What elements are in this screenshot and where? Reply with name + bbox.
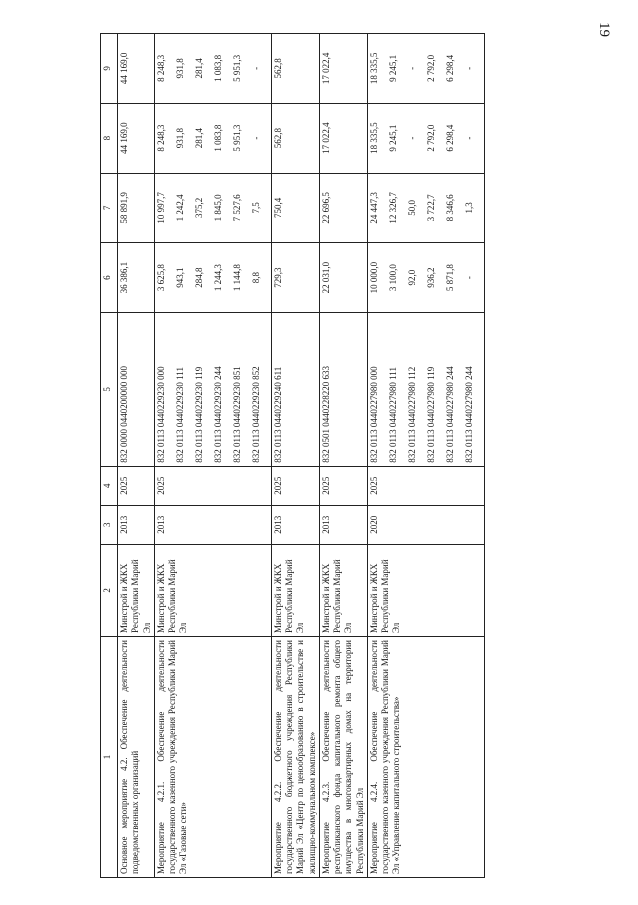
value-col7: 50,0 [406,200,417,216]
header-cell: 7 [101,173,118,243]
value-col9-cell [319,34,367,104]
value-col9: 9 245,1 [387,54,398,82]
measure-name-cell: Мероприятие 4.2.4. Обеспечение деятельности государственного казенного учреждения Республики Марий Эл «Управление капитального строительства» [367,637,484,878]
value-col6: 10 000,0 [368,261,379,294]
header-cell: 9 [101,34,118,104]
start-year-cell: 2013 [319,505,367,544]
value-col7: 1 845,0 [212,194,223,222]
value-col7: 1,3 [463,202,474,214]
value-col9: 562,8 [272,58,283,79]
budget-code: 832 0113 0440229230 852 [250,366,261,463]
executor-cell: Минстрой и ЖКХ Республики Марий Эл [271,544,319,636]
value-col9: 1 083,8 [212,54,223,82]
value-col8-cell [118,103,155,173]
value-col6-cell [367,243,484,313]
value-col8: 18 335,5 [368,122,379,154]
budget-code: 832 0113 0440227980 244 [463,366,474,463]
budget-code-cell [154,312,271,466]
end-year-cell: 2025 [154,466,271,505]
budget-code: 832 0113 0440229230 111 [174,367,185,463]
value-col9: 6 298,4 [444,54,455,82]
value-col8: 5 951,3 [231,124,242,152]
value-col8: 562,8 [272,128,283,149]
table-row [367,34,484,878]
executor-cell: Минстрой и ЖКХ Республики Марий Эл [319,544,367,636]
rotated-table-container [100,33,560,878]
measure-name-cell: Мероприятие 4.2.3. Обеспечение деятельности республиканского фонда капитального ремонта общего имущества в многоквартирных домах на территории Республики Марий Эл [319,637,367,878]
value-col7: 12 326,7 [387,192,398,224]
measure-name-cell: Мероприятие 4.2.2. Обеспечение деятельности государственного бюджетного учреждения Республики Марий Эл «Центр по ценообразованию в строительстве и жилищно-коммунальном комплексе» [271,637,319,878]
value-col8: - [406,136,417,140]
header-cell: 2 [101,544,118,636]
value-col6: 22 031,0 [320,261,331,294]
value-col7-cell [319,173,367,243]
value-col9-cell [154,34,271,104]
value-col7: 22 696,5 [320,192,331,224]
budget-code: 832 0113 0440227980 119 [425,366,436,463]
value-col6: 8,8 [250,272,261,284]
value-col6: - [463,276,474,280]
measure-name-cell: Основное мероприятие 4.2. Обеспечение деятельности подведомственных организаций [118,637,155,878]
budget-code: 832 0113 0440229230 851 [231,366,242,463]
start-year-cell: 2013 [154,505,271,544]
value-col9: 8 248,3 [155,54,166,82]
value-col8-cell [367,103,484,173]
header-cell: 1 [101,637,118,878]
value-col9: 18 335,5 [368,52,379,85]
value-col8: 1 083,8 [212,124,223,152]
value-col8-cell [319,103,367,173]
value-col8-cell [271,103,319,173]
table-row [271,34,319,878]
value-col7-cell [367,173,484,243]
value-col8: - [463,136,474,140]
value-col9: - [463,66,474,70]
start-year-cell: 2013 [271,505,319,544]
budget-code: 832 0113 0440229230 244 [212,366,223,463]
budget-code-cell [118,312,155,466]
end-year-cell: 2025 [319,466,367,505]
value-col9-cell [271,34,319,104]
value-col6: 284,8 [193,267,204,288]
page-number: 19 [596,22,612,37]
budget-code: 832 0113 0440227980 112 [406,366,417,463]
value-col8: 281,4 [193,128,204,149]
value-col8: 6 298,4 [444,124,455,152]
header-cell: 4 [101,466,118,505]
table-row [118,34,155,878]
budget-code: 832 0113 0440227980 244 [444,366,455,463]
value-col8: 9 245,1 [387,124,398,152]
value-col9: - [406,66,417,70]
measure-name-cell: Мероприятие 4.2.1. Обеспечение деятельности государственного казенного учреждения Республики Марий Эл «Газовые сети» [154,637,271,878]
header-row [101,34,118,878]
value-col9: 44 169,0 [119,52,129,85]
value-col6: 5 871,8 [444,264,455,292]
value-col7: 7,5 [250,202,261,214]
value-col9: 2 792,0 [425,54,436,82]
value-col7: 58 891,9 [119,192,129,224]
value-col7: 1 242,4 [174,194,185,222]
value-col7: 375,2 [193,197,204,219]
value-col9: 17 022,4 [320,52,331,85]
budget-code: 832 0000 0440200000 000 [119,366,129,463]
value-col6: 936,2 [425,267,436,288]
table-row [154,34,271,878]
budget-table [100,33,485,878]
value-col7-cell [271,173,319,243]
budget-code-cell [271,312,319,466]
value-col6: 1 244,3 [212,264,223,292]
value-col7: 10 997,7 [155,192,166,224]
value-col8: 931,8 [174,128,185,149]
value-col7-cell [154,173,271,243]
value-col8: 8 248,3 [155,124,166,152]
start-year-cell: 2020 [367,505,484,544]
budget-code: 832 0113 0440227980 111 [387,367,398,463]
value-col8: 2 792,0 [425,124,436,152]
value-col9-cell [118,34,155,104]
budget-code: 832 0113 0440227980 000 [368,366,379,463]
value-col7: 3 722,7 [425,194,436,222]
budget-code-cell [319,312,367,466]
value-col6-cell [271,243,319,313]
header-cell: 3 [101,505,118,544]
budget-code: 832 0113 0440229230 119 [193,366,204,463]
value-col8: 17 022,4 [320,122,331,154]
value-col7-cell [118,173,155,243]
budget-code: 832 0113 0440229240 611 [272,366,283,463]
value-col6: 729,3 [272,267,283,288]
budget-code: 832 0113 0440229230 000 [155,366,166,463]
value-col7: 8 346,6 [444,194,455,222]
table-body [118,34,485,878]
value-col6: 943,1 [174,267,185,288]
budget-code: 832 0501 0440228220 633 [320,366,331,463]
value-col9: 281,4 [193,58,204,79]
executor-cell: Минстрой и ЖКХ Республики Марий Эл [154,544,271,636]
value-col7: 7 527,6 [231,194,242,222]
value-col9-cell [367,34,484,104]
end-year-cell: 2025 [271,466,319,505]
value-col6: 3 625,8 [155,264,166,292]
header-cell: 5 [101,312,118,466]
value-col9: 931,8 [174,58,185,79]
value-col9: 5 951,3 [231,54,242,82]
start-year-cell: 2013 [118,505,155,544]
end-year-cell: 2025 [118,466,155,505]
value-col6-cell [154,243,271,313]
header-cell: 8 [101,103,118,173]
header-cell: 6 [101,243,118,313]
value-col8: - [250,136,261,140]
value-col6: 1 144,8 [231,264,242,292]
value-col7: 750,4 [272,197,283,219]
end-year-cell: 2025 [367,466,484,505]
table-row [319,34,367,878]
value-col7: 24 447,3 [368,192,379,224]
value-col6: 92,0 [406,269,417,286]
executor-cell: Минстрой и ЖКХ Республики Марий Эл [118,544,155,636]
value-col6-cell [319,243,367,313]
value-col6-cell [118,243,155,313]
budget-code-cell [367,312,484,466]
value-col8-cell [154,103,271,173]
value-col6: 36 386,1 [119,261,129,294]
value-col8: 44 169,0 [119,122,129,154]
value-col6: 3 100,0 [387,264,398,292]
executor-cell: Минстрой и ЖКХ Республики Марий Эл [367,544,484,636]
value-col9: - [250,66,261,70]
